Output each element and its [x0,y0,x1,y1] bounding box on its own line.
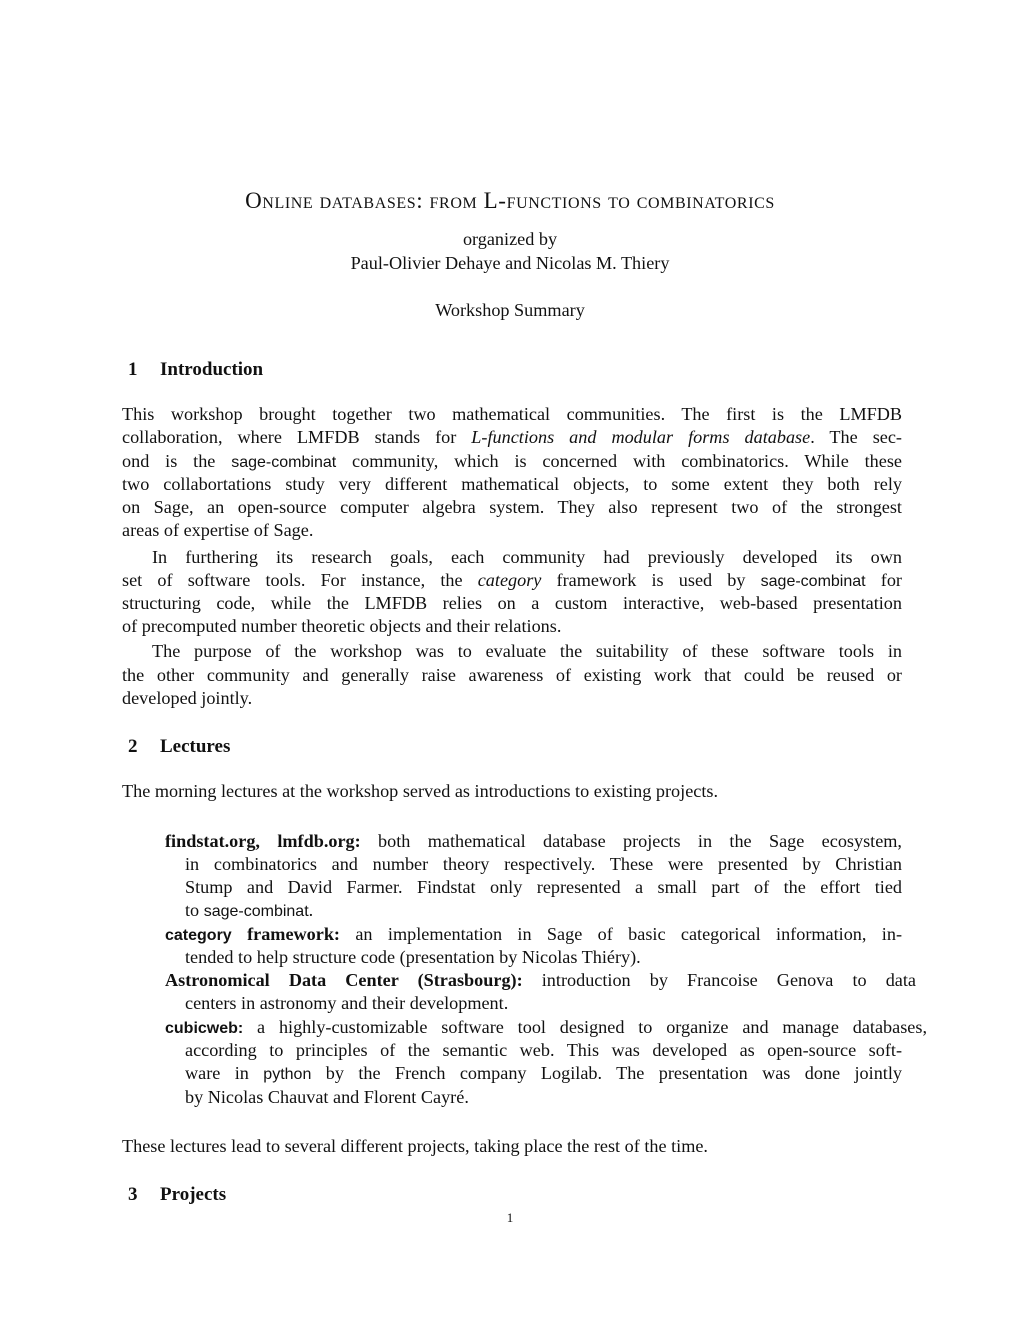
document-title: Online databases: from L-functions to combinatorics [245,188,775,213]
section-number: 1 [128,359,138,380]
text-span: according to principles of the semantic web. This was developed as open-source soft- [185,1040,902,1060]
text-span: In furthering its research goals, each community had previously developed its own [152,547,902,567]
section-heading-introduction [128,358,263,382]
section-number: 2 [128,736,138,757]
text-line [122,518,313,542]
text-line [122,425,902,449]
text-line [122,402,902,426]
text-span: an implementation in Sage of basic categorical information, in- [340,924,902,944]
text-line [122,472,902,496]
text-span: cubicweb: [165,1020,244,1037]
text-span: category [477,570,542,590]
text-line [185,945,641,969]
text-line [122,663,902,687]
section-heading-lectures [128,735,230,759]
text-span: for [865,570,902,590]
text-span: introduction by Francoise Genova to data [522,970,916,990]
section-title: Projects [160,1184,227,1205]
text-line [165,829,902,853]
text-span: areas of expertise of Sage. [122,520,314,540]
text-span: of precomputed number theoretic objects and their relations. [122,616,562,636]
page-number: 1 [506,1210,514,1225]
text-line [185,898,313,924]
section-number: 3 [128,1184,138,1205]
text-span: python [263,1066,312,1083]
text-span: framework is used by [541,570,761,590]
text-span: two collabortations study very different mathematical objects, to some extent they both rely [122,474,902,494]
text-span: framework: [231,924,340,944]
text-line [185,875,902,899]
text-span: tended to help structure code (presentation by Nicolas Thiéry). [185,947,641,967]
text-span: The morning lectures at the workshop served as introductions to existing projects. [122,781,719,801]
organized-by-label: organized by [462,229,558,249]
text-span: by the French company Logilab. The presentation was done jointly [311,1063,903,1083]
text-span: both mathematical database projects in the Sage ecosystem, [360,831,902,851]
section-title: Lectures [160,736,231,757]
subtitle: Workshop Summary [435,300,585,320]
text-span: . The sec- [810,427,902,447]
text-span: structuring code, while the LMFDB relies on a custom interactive, web-based presentation [122,593,902,613]
text-span: ond is the [122,451,232,471]
text-line [185,1038,902,1062]
authors: Paul-Olivier Dehaye and Nicolas M. Thiery [350,253,670,273]
text-span: category [165,927,232,944]
text-line [122,686,252,710]
text-span: sage-combinat [231,454,337,471]
text-line [152,639,902,663]
text-line [152,545,902,569]
text-span: . [308,900,314,920]
text-span: set of software tools. For instance, the [122,570,478,590]
text-span: to [185,900,204,920]
text-span: These lectures lead to several different projects, taking place the rest of the time. [122,1136,708,1156]
text-line [122,1134,708,1158]
text-span: sage-combinat [203,903,309,920]
text-line [165,968,916,992]
text-line [185,1085,469,1109]
text-span: centers in astronomy and their development. [185,993,509,1013]
text-span: Stump and David Farmer. Findstat only represented a small part of the effort tied [185,877,902,897]
text-span: by Nicolas Chauvat and Florent Cayré. [185,1087,469,1107]
text-line [122,495,902,519]
text-line [122,591,902,615]
text-line [122,779,718,803]
text-span: sage-combinat [760,573,866,590]
text-span: L-functions and modular forms database [471,427,811,447]
text-line [185,991,508,1015]
text-line [122,614,561,638]
text-line [185,1061,902,1087]
text-span: on Sage, an open-source computer algebra system. They also represent two of the strongest [122,497,902,517]
text-span: findstat.org, lmfdb.org: [165,831,361,851]
text-span: collaboration, where LMFDB stands for [122,427,472,447]
text-span: ware in [185,1063,264,1083]
text-span: community, which is concerned with combinatorics. While these [336,451,903,471]
section-title: Introduction [160,359,264,380]
text-span: the other community and generally raise awareness of existing work that could be reused or [122,665,902,685]
text-span: This workshop brought together two mathematical communities. The first is the LMFDB [122,404,902,424]
text-line [185,852,902,876]
section-heading-projects [128,1183,226,1207]
text-span: The purpose of the workshop was to evaluate the suitability of these software tools in [152,641,902,661]
text-span: developed jointly. [122,688,253,708]
text-span: a highly-customizable software tool designed to organize and manage databases, [243,1017,927,1037]
text-span: Astronomical Data Center (Strasbourg): [165,970,523,990]
text-span: in combinatorics and number theory respectively. These were presented by Christian [185,854,902,874]
